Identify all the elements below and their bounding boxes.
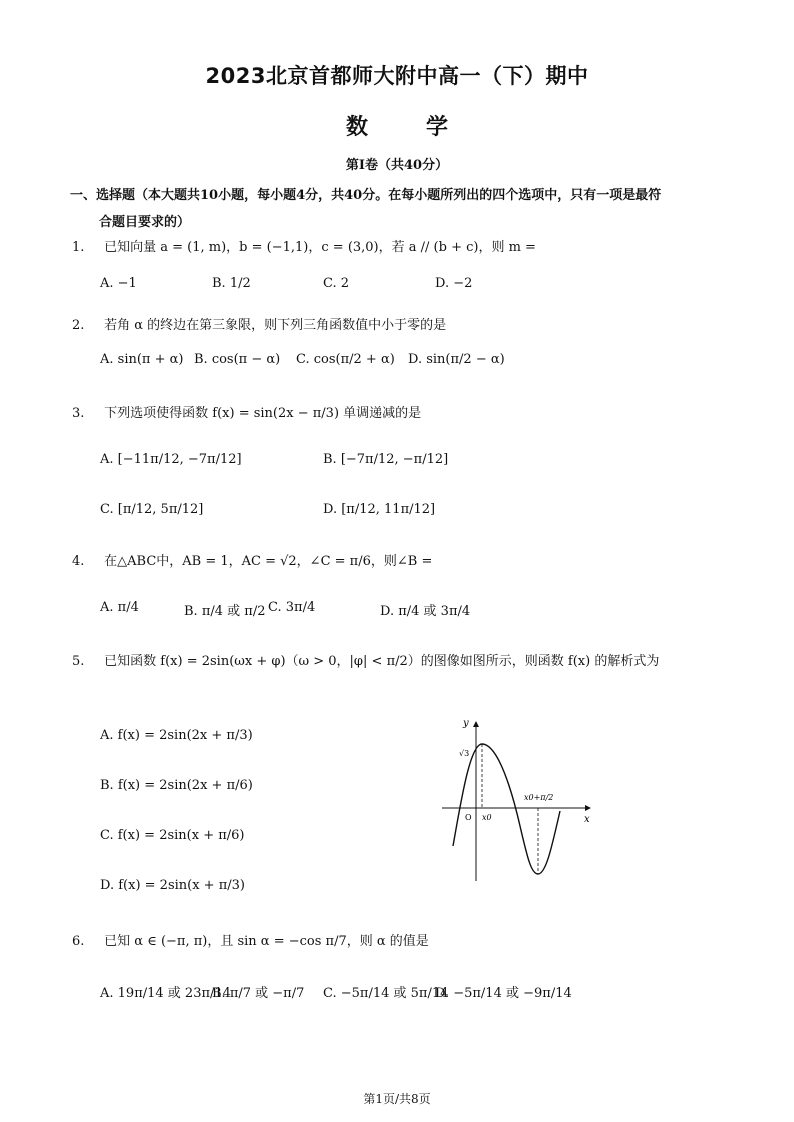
x0-label: x0: [482, 813, 492, 822]
q1-option-a: A. −1: [100, 276, 137, 291]
q2-option-d: D. sin(π/2 − α): [408, 352, 505, 367]
origin-label: O: [465, 813, 472, 822]
section-heading-line2: 合题目要求的）: [99, 215, 191, 230]
question-text: 若角 α 的终边在第三象限，则下列三角函数值中小于零的是: [104, 318, 447, 333]
q1-option-c: C. 2: [323, 276, 350, 291]
question-number: 6.: [72, 934, 85, 949]
question-text: 下列选项使得函数 f(x) = sin(2x − π/3) 单调递减的是: [104, 406, 422, 421]
exam-title: 2023北京首都师大附中高一（下）期中: [205, 64, 589, 88]
x0-plus-half-pi-label: x0+π/2: [524, 793, 554, 802]
q6-option-d: D. −5π/14 或 −9π/14: [435, 986, 572, 1001]
question-5-stem: [72, 650, 659, 669]
q4-option-b: B. π/4 或 π/2: [184, 604, 266, 619]
question-number: 1.: [72, 240, 85, 255]
q5-option-c: C. f(x) = 2sin(x + π/6): [100, 828, 245, 843]
q6-option-c: C. −5π/14 或 5π/14: [323, 986, 449, 1001]
question-text: 已知 α ∈ (−π, π)，且 sin α = −cos π/7，则 α 的值是: [104, 934, 429, 949]
q2-option-c: C. cos(π/2 + α): [296, 352, 395, 367]
question-number: 2.: [72, 318, 85, 333]
sine-curve: [453, 744, 560, 874]
q6-option-b: B. π/7 或 −π/7: [212, 986, 305, 1001]
q3-option-c: C. [π/12, 5π/12]: [100, 502, 204, 517]
x-axis-label: x: [584, 814, 590, 825]
section-heading-line1: 一、选择题（本大题共10小题，每小题4分，共40分。在每小题所列出的四个选项中，只有一项是最符: [70, 188, 662, 203]
q4-option-a: A. π/4: [100, 600, 139, 615]
q4-option-c: C. 3π/4: [268, 600, 316, 615]
question-text: 在△ABC中，AB = 1，AC = √2，∠C = π/6，则∠B =: [104, 554, 433, 569]
q1-option-b: B. 1/2: [212, 276, 251, 291]
volume-title: 第I卷（共40分）: [345, 158, 449, 173]
q5-option-d: D. f(x) = 2sin(x + π/3): [100, 878, 245, 893]
question-2-stem: [72, 314, 446, 333]
q2-option-b: B. cos(π − α): [194, 352, 281, 367]
question-number: 5.: [72, 654, 85, 669]
q4-option-d: D. π/4 或 3π/4: [380, 604, 471, 619]
question-text: 已知向量 a = (1, m)，b = (−1,1)，c = (3,0)，若 a // (b + c)，则 m =: [104, 240, 536, 255]
question-6-stem: [72, 930, 429, 949]
q1-option-d: D. −2: [435, 276, 473, 291]
page-footer: 第1页/共8页: [363, 1092, 431, 1106]
q6-option-a: A. 19π/14 或 23π/14: [100, 986, 231, 1001]
question-3-stem: [72, 402, 421, 421]
q3-option-d: D. [π/12, 11π/12]: [323, 502, 436, 517]
q3-option-b: B. [−7π/12, −π/12]: [323, 452, 449, 467]
sine-graph-figure: [436, 716, 596, 886]
question-number: 3.: [72, 406, 85, 421]
question-number: 4.: [72, 554, 85, 569]
question-1-stem: [72, 236, 536, 255]
y-axis-label: y: [463, 718, 469, 729]
q5-option-b: B. f(x) = 2sin(2x + π/6): [100, 778, 253, 793]
subject-title: 数学: [345, 115, 506, 140]
q5-option-a: A. f(x) = 2sin(2x + π/3): [100, 728, 253, 743]
q3-option-a: A. [−11π/12, −7π/12]: [100, 452, 242, 467]
q2-option-a: A. sin(π + α): [100, 352, 184, 367]
peak-value-label: √3: [459, 749, 470, 758]
question-4-stem: [72, 550, 432, 569]
question-text: 已知函数 f(x) = 2sin(ωx + φ)（ω > 0，|φ| < π/2）的图像如图所示，则函数 f(x) 的解析式为: [104, 654, 660, 669]
section-heading: [70, 182, 730, 236]
